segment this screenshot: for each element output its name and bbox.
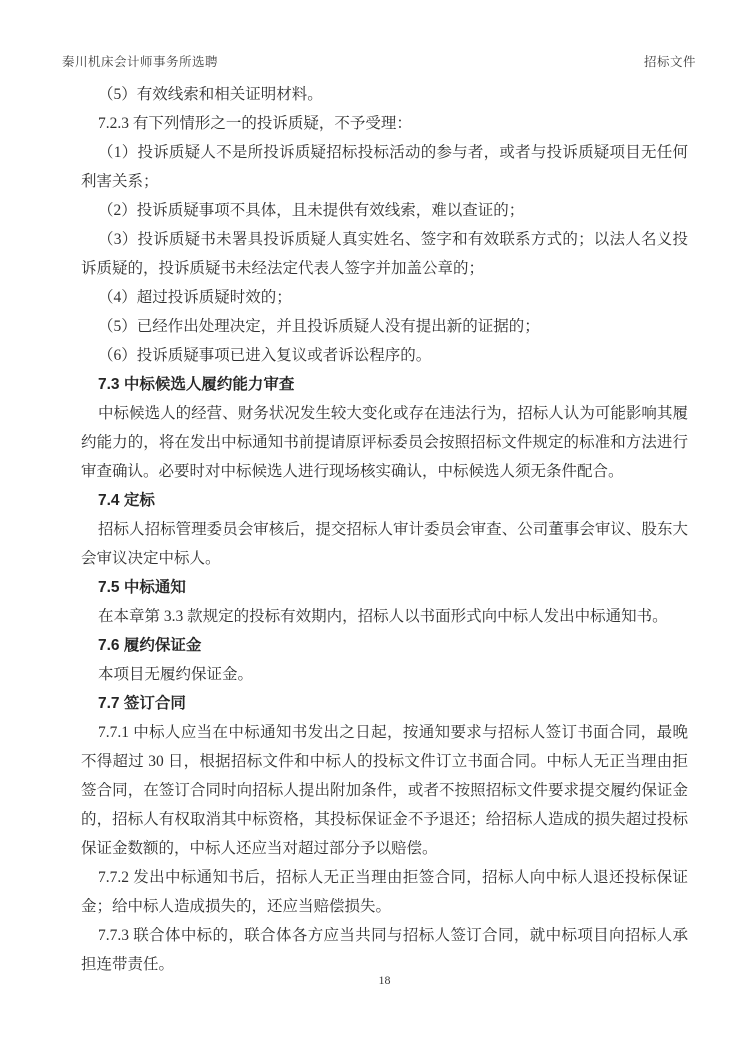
heading-7-3: 7.3 中标候选人履约能力审查 bbox=[98, 376, 295, 393]
clause-7-7-1: 7.7.1 中标人应当在中标通知书发出之日起，按通知要求与招标人签订书面合同，最晚不得超过 30 日，根据招标文件和中标人的投标文件订立书面合同。中标人无正当理由拒签合同，在签订合同时向招标人提出附加条件，或者不按照招标文件要求提交履约保证金的，招标人有权取消其中标资格，其投标保证金不予退还；给招标人造成的损失超过投标保证金数额的，中标人还应当对超过部分予以赔偿。 bbox=[81, 724, 688, 857]
page-footer bbox=[81, 973, 688, 988]
clause-7-6-body: 本项目无履约保证金。 bbox=[98, 666, 254, 683]
clause-7-2-3-item-6: （6）投诉质疑事项已进入复议或者诉讼程序的。 bbox=[98, 347, 432, 364]
document-body bbox=[81, 80, 688, 979]
clause-7-2-3-item-2: （2）投诉质疑事项不具体，且未提供有效线索，难以查证的； bbox=[98, 202, 525, 219]
clause-7-2-2-item-5: （5）有效线索和相关证明材料。 bbox=[98, 86, 323, 103]
header-left-title: 秦川机床会计师事务所选聘 bbox=[62, 55, 219, 69]
heading-7-5: 7.5 中标通知 bbox=[98, 579, 186, 596]
clause-7-5-body: 在本章第 3.3 款规定的投标有效期内，招标人以书面形式向中标人发出中标通知书。 bbox=[98, 608, 668, 625]
page-header bbox=[62, 52, 696, 70]
clause-7-7-2: 7.7.2 发出中标通知书后，招标人无正当理由拒签合同，招标人向中标人退还投标保证金；给中标人造成损失的，还应当赔偿损失。 bbox=[81, 869, 688, 915]
header-right-doc-type: 招标文件 bbox=[643, 55, 696, 69]
clause-7-2-3-item-4: （4）超过投诉质疑时效的； bbox=[98, 289, 292, 306]
clause-7-7-3: 7.7.3 联合体中标的，联合体各方应当共同与招标人签订合同，就中标项目向招标人承担连带责任。 bbox=[81, 927, 688, 973]
page-number: 18 bbox=[378, 973, 391, 987]
clause-7-2-3-item-5: （5）已经作出处理决定，并且投诉质疑人没有提出新的证据的； bbox=[98, 318, 540, 335]
clause-7-3-body: 中标候选人的经营、财务状况发生较大变化或存在违法行为，招标人认为可能影响其履约能力的，将在发出中标通知书前提请原评标委员会按照招标文件规定的标准和方法进行审查确认。必要时对中标候选人进行现场核实确认，中标候选人须无条件配合。 bbox=[81, 405, 688, 480]
clause-7-4-body: 招标人招标管理委员会审核后，提交招标人审计委员会审查、公司董事会审议、股东大会审议决定中标人。 bbox=[81, 521, 688, 567]
heading-7-4: 7.4 定标 bbox=[98, 492, 155, 509]
heading-7-6: 7.6 履约保证金 bbox=[98, 637, 202, 654]
clause-7-2-3: 7.2.3 有下列情形之一的投诉质疑，不予受理： bbox=[98, 115, 412, 132]
heading-7-7: 7.7 签订合同 bbox=[98, 695, 186, 712]
clause-7-2-3-item-1: （1）投诉质疑人不是所投诉质疑招标投标活动的参与者，或者与投诉质疑项目无任何利害关系； bbox=[81, 144, 688, 190]
clause-7-2-3-item-3: （3）投诉质疑书未署具投诉质疑人真实姓名、签字和有效联系方式的；以法人名义投诉质疑的，投诉质疑书未经法定代表人签字并加盖公章的； bbox=[81, 231, 688, 277]
